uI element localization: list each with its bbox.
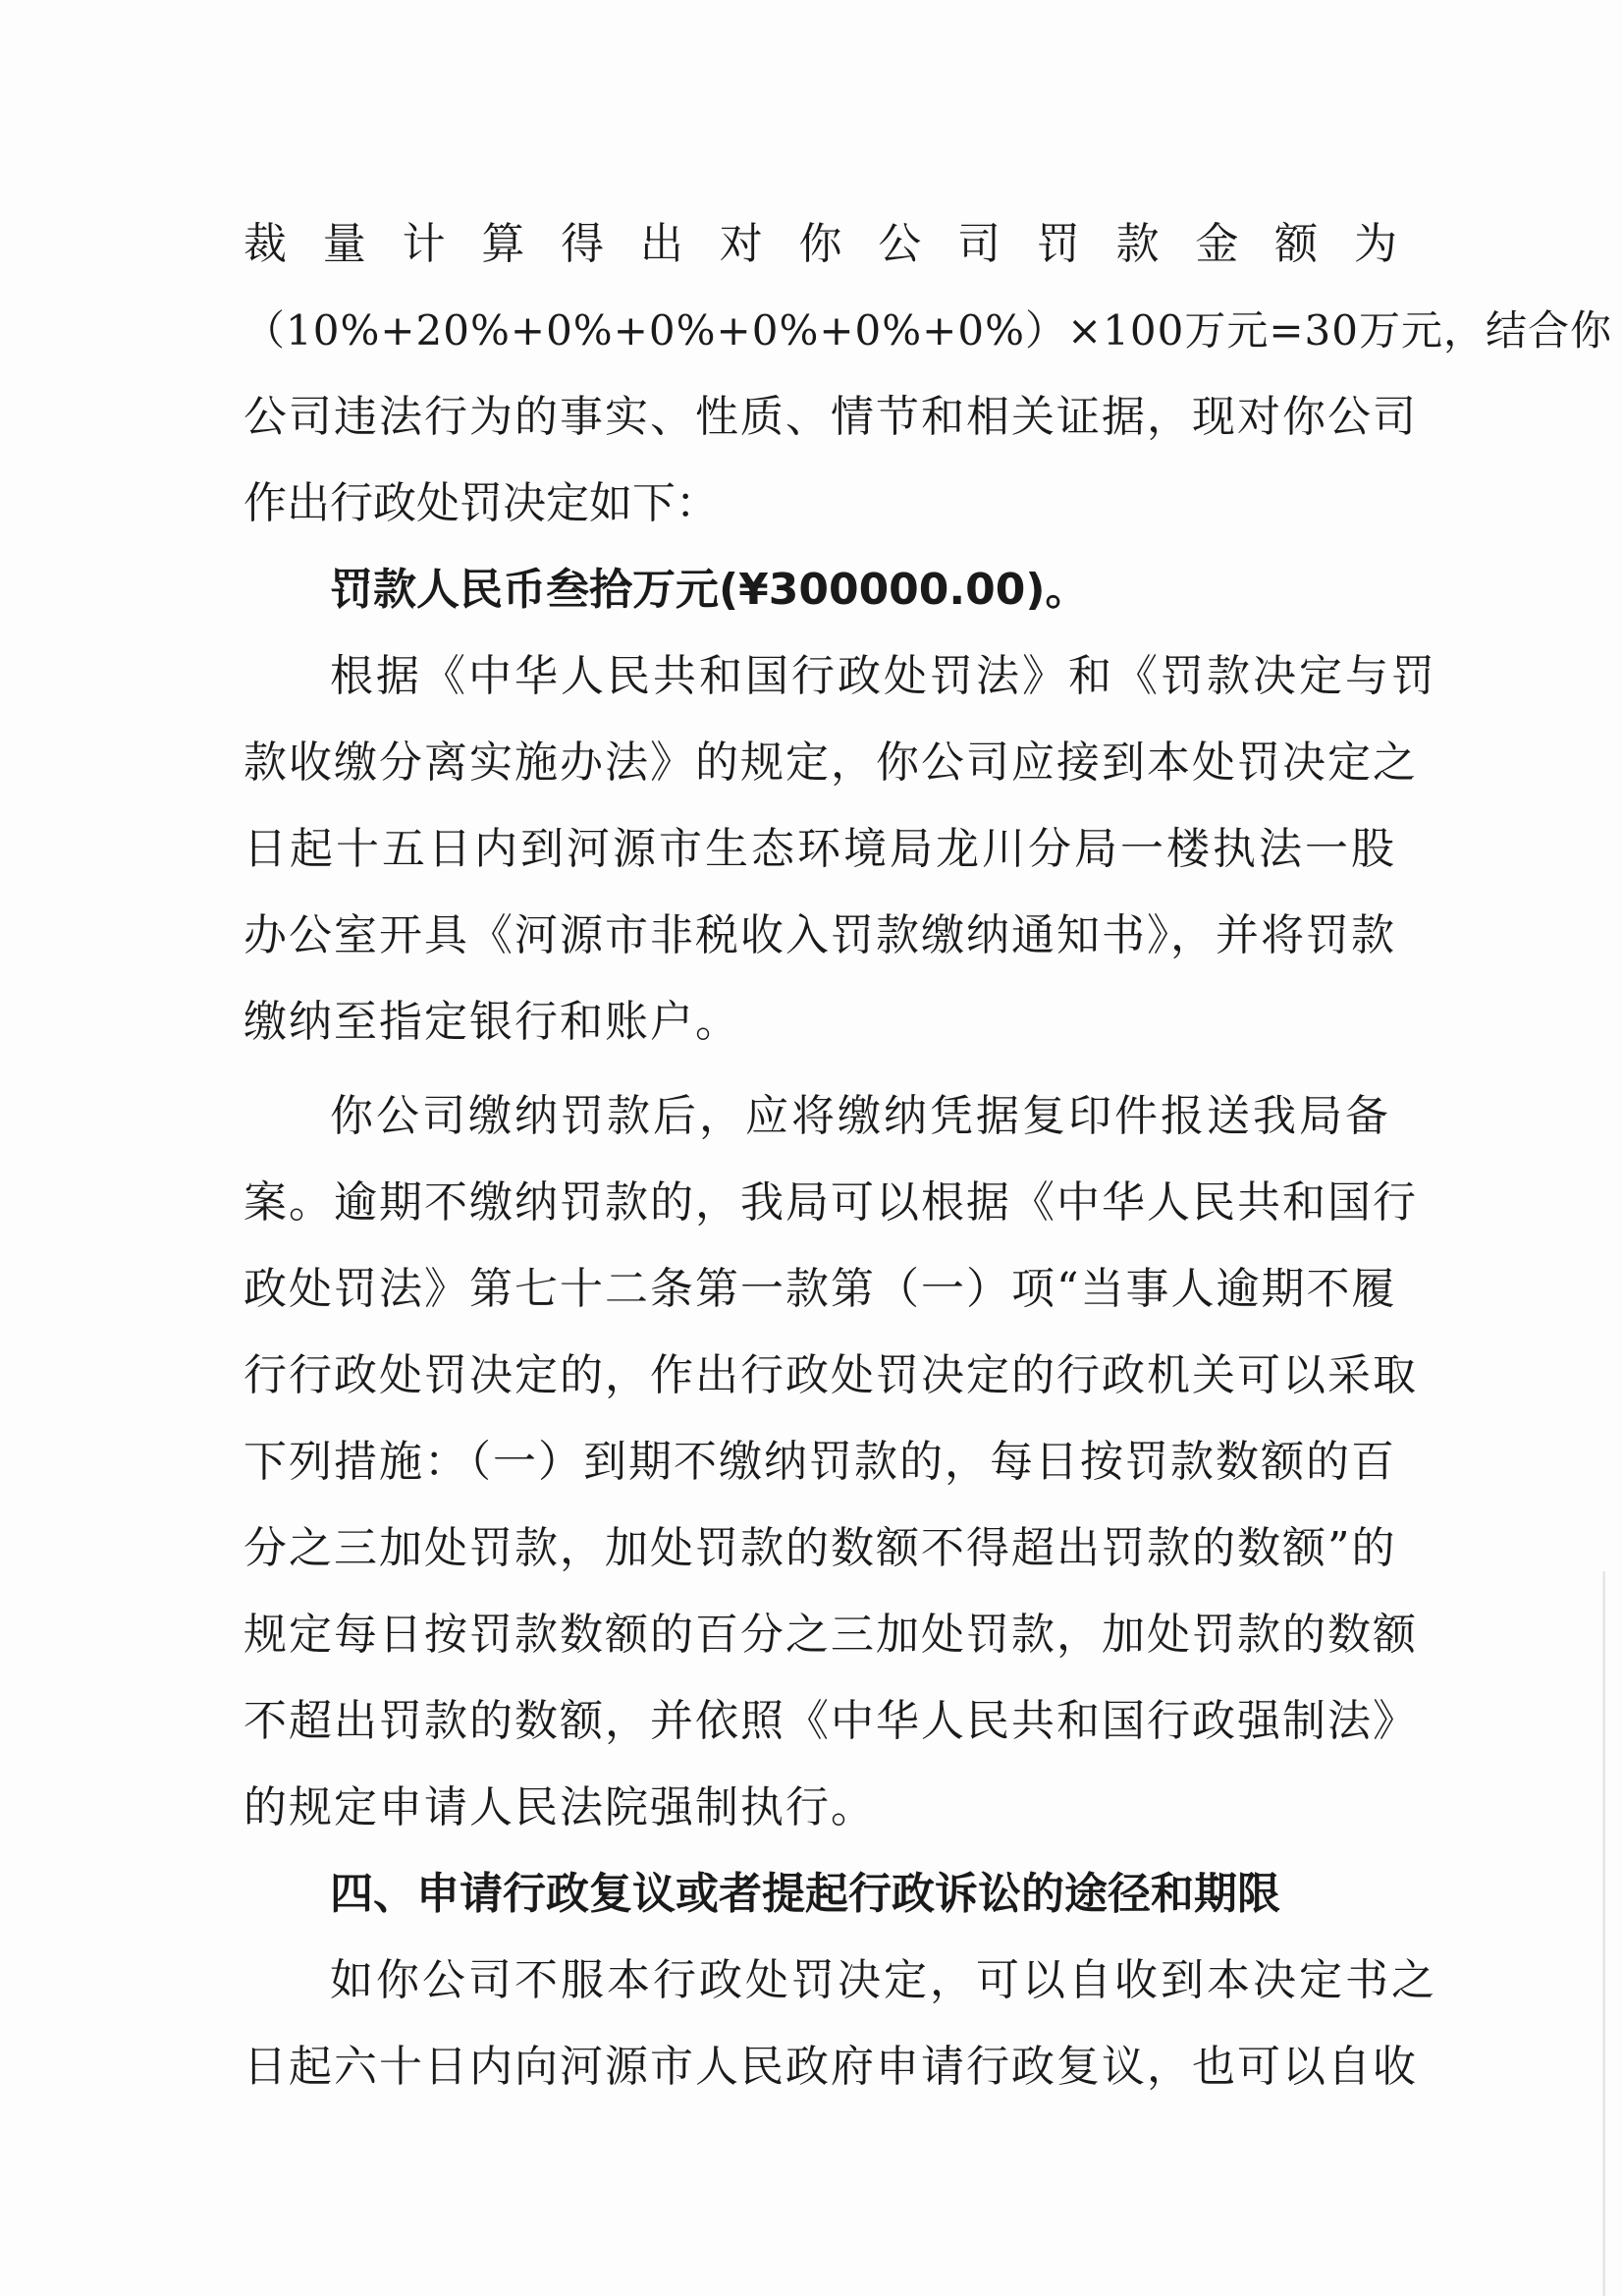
justified-char: 对 bbox=[719, 219, 763, 269]
justified-char: 出 bbox=[639, 219, 683, 269]
document-body bbox=[243, 201, 1612, 2110]
overdue-paragraph bbox=[243, 1073, 1418, 1851]
penalty-amount-text: 罚款人民币叁拾万元(¥300000.00)。 bbox=[330, 565, 1089, 615]
appeal-text-1: 如你公司不服本行政处罚决定，可以自收到本决定书之 bbox=[330, 1955, 1437, 2005]
payment-text-2: 款收缴分离实施办法》的规定，你公司应接到本处罚决定之 bbox=[243, 738, 1418, 788]
line-2 bbox=[243, 288, 1612, 374]
line-4 bbox=[243, 461, 1397, 547]
overdue-text-1: 你公司缴纳罚款后，应将缴纳凭据复印件报送我局备 bbox=[330, 1091, 1391, 1141]
overdue-line-6 bbox=[243, 1505, 1397, 1592]
payment-paragraph bbox=[243, 633, 1437, 1066]
payment-line-4 bbox=[243, 893, 1397, 979]
justified-char: 公 bbox=[878, 219, 922, 269]
payment-line-3 bbox=[243, 806, 1397, 893]
payment-text-4: 办公室开具《河源市非税收入罚款缴纳通知书》，并将罚款 bbox=[243, 910, 1396, 960]
justified-char: 司 bbox=[957, 219, 1001, 269]
facts-line: 公司违法行为的事实、性质、情节和相关证据，现对你公司 bbox=[243, 392, 1418, 442]
overdue-line-9 bbox=[243, 1765, 1397, 1851]
overdue-text-8: 不超出罚款的数额，并依照《中华人民共和国行政强制法》 bbox=[243, 1696, 1418, 1746]
justified-char: 得 bbox=[561, 219, 605, 269]
penalty-amount bbox=[243, 547, 1397, 633]
payment-line-5 bbox=[243, 979, 1397, 1066]
overdue-line-2 bbox=[243, 1160, 1418, 1246]
appeal-line-2 bbox=[243, 2024, 1418, 2110]
overdue-text-6: 分之三加处罚款，加处罚款的数额不得超出罚款的数额”的 bbox=[243, 1523, 1397, 1573]
overdue-text-9: 的规定申请人民法院强制执行。 bbox=[243, 1782, 876, 1832]
overdue-line-3 bbox=[243, 1246, 1397, 1333]
payment-text-3: 日起十五日内到河源市生态环境局龙川分局一楼执法一股 bbox=[243, 824, 1397, 874]
appeal-paragraph bbox=[243, 1938, 1437, 2110]
appeal-text-2: 日起六十日内向河源市人民政府申请行政复议，也可以自收 bbox=[243, 2042, 1418, 2092]
justified-char: 量 bbox=[322, 219, 366, 269]
justified-char: 款 bbox=[1115, 219, 1160, 269]
payment-text-5: 缴纳至指定银行和账户。 bbox=[243, 997, 740, 1047]
justified-char: 为 bbox=[1353, 219, 1397, 269]
justified-char: 计 bbox=[402, 219, 446, 269]
calc-formula-line: （10%+20%+0%+0%+0%+0%+0%）×100万元=30万元，结合你 bbox=[243, 306, 1612, 355]
line-3 bbox=[243, 374, 1418, 461]
decision-intro-line: 作出行政处罚决定如下： bbox=[243, 478, 719, 528]
overdue-line-7 bbox=[243, 1592, 1418, 1678]
overdue-line-8 bbox=[243, 1678, 1418, 1765]
appeal-line-1 bbox=[243, 1938, 1437, 2024]
payment-line-2 bbox=[243, 720, 1418, 806]
overdue-line-1 bbox=[243, 1073, 1397, 1160]
overdue-line-5 bbox=[243, 1419, 1397, 1505]
section-heading-text: 四、申请行政复议或者提起行政诉讼的途径和期限 bbox=[330, 1869, 1280, 1919]
justified-char: 算 bbox=[481, 219, 525, 269]
justified-char: 额 bbox=[1274, 219, 1319, 269]
payment-line-1 bbox=[243, 633, 1437, 720]
line-1-chars bbox=[243, 201, 1397, 288]
justified-char: 裁 bbox=[243, 219, 287, 269]
justified-char: 金 bbox=[1195, 219, 1239, 269]
line-1 bbox=[243, 201, 1397, 288]
overdue-text-4: 行行政处罚决定的，作出行政处罚决定的行政机关可以采取 bbox=[243, 1350, 1418, 1400]
overdue-text-2: 案。逾期不缴纳罚款的，我局可以根据《中华人民共和国行 bbox=[243, 1177, 1418, 1228]
overdue-text-3: 政处罚法》第七十二条第一款第（一）项“当事人逾期不履 bbox=[243, 1264, 1397, 1314]
scan-edge-shadow bbox=[1602, 1571, 1605, 2296]
justified-char: 你 bbox=[798, 219, 842, 269]
overdue-text-5: 下列措施：（一）到期不缴纳罚款的，每日按罚款数额的百 bbox=[243, 1437, 1396, 1487]
justified-char: 罚 bbox=[1036, 219, 1080, 269]
overdue-text-7: 规定每日按罚款数额的百分之三加处罚款，加处罚款的数额 bbox=[243, 1610, 1418, 1660]
payment-text-1: 根据《中华人民共和国行政处罚法》和《罚款决定与罚 bbox=[330, 651, 1437, 701]
section-heading-4 bbox=[243, 1851, 1397, 1938]
overdue-line-4 bbox=[243, 1333, 1418, 1419]
